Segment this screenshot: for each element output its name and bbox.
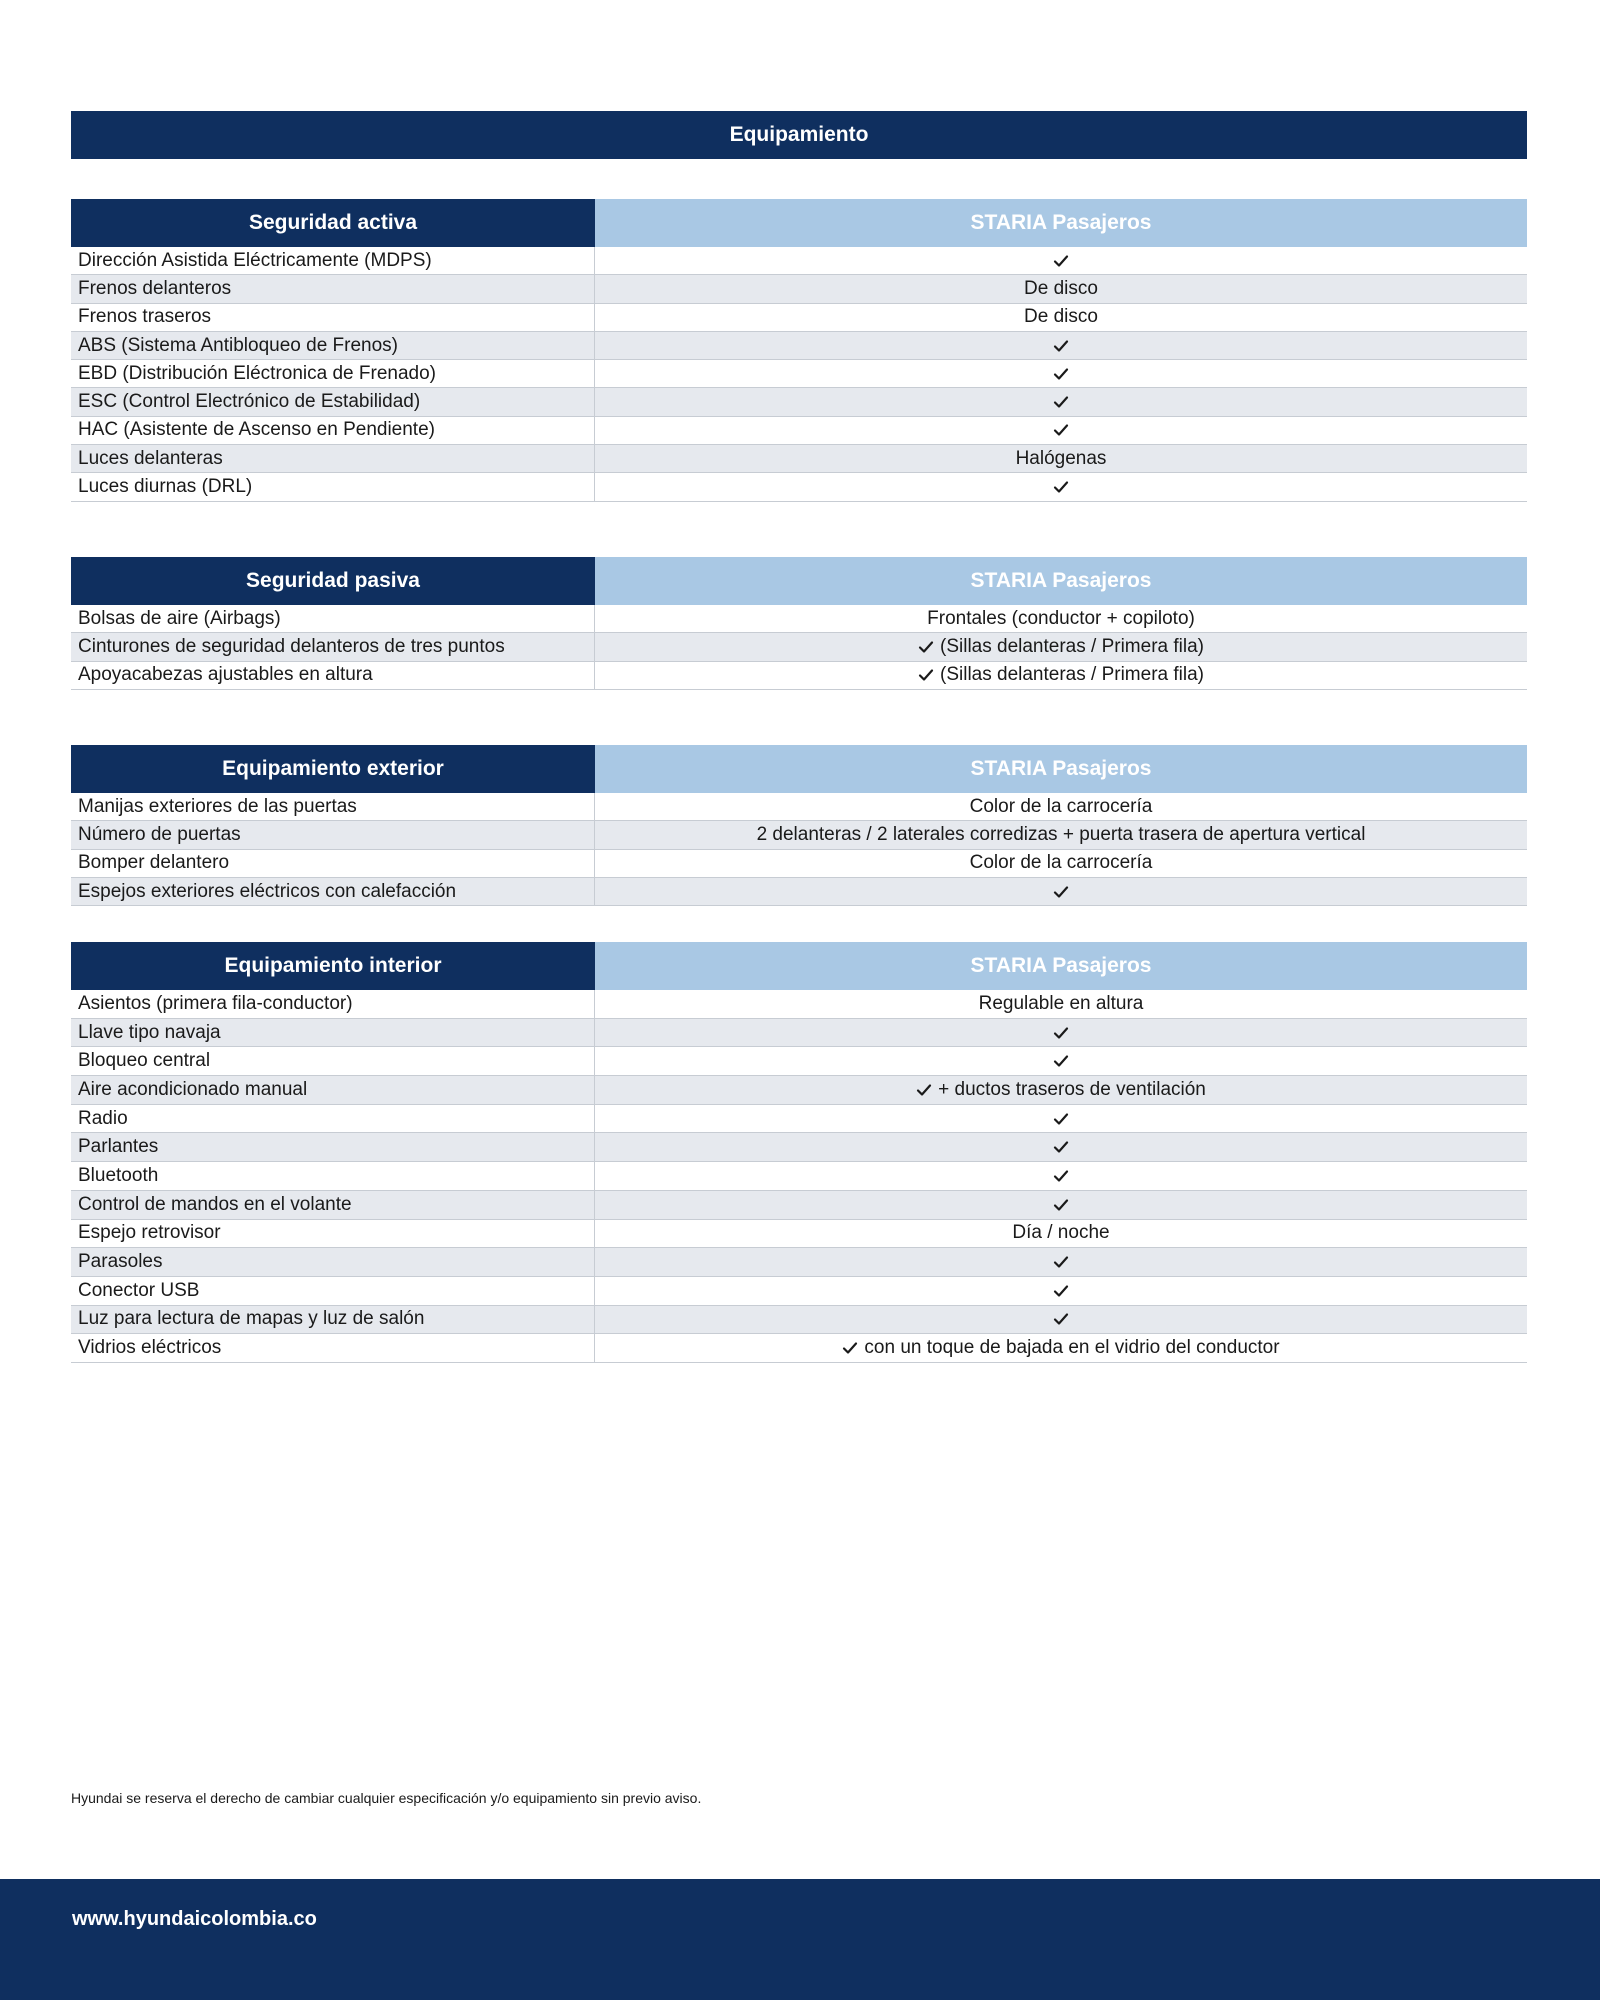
table-row xyxy=(71,1306,1527,1335)
checkmark-icon xyxy=(1053,395,1069,409)
table-header xyxy=(71,745,1527,793)
footer-bar xyxy=(0,1879,1600,2000)
checkmark-icon xyxy=(1053,1026,1069,1040)
table-row xyxy=(71,247,1527,275)
table-row xyxy=(71,605,1527,633)
row-value xyxy=(595,275,1527,302)
row-value xyxy=(595,473,1527,500)
table-row xyxy=(71,1133,1527,1162)
row-value xyxy=(595,388,1527,415)
table-row xyxy=(71,445,1527,473)
row-label: EBD (Distribución Eléctronica de Frenado) xyxy=(71,360,595,387)
table-row xyxy=(71,275,1527,303)
row-value-text: Día / noche xyxy=(1012,1222,1110,1244)
row-value-text: con un toque de bajada en el vidrio del conductor xyxy=(864,1337,1280,1359)
checkmark-icon xyxy=(1053,1054,1069,1068)
row-value xyxy=(595,633,1527,660)
checkmark-icon xyxy=(1053,885,1069,899)
row-label: HAC (Asistente de Ascenso en Pendiente) xyxy=(71,417,595,444)
row-value-text: Color de la carrocería xyxy=(969,795,1153,817)
row-label: Asientos (primera fila-conductor) xyxy=(71,990,595,1018)
table-body xyxy=(71,990,1527,1363)
row-value-text: Regulable en altura xyxy=(978,992,1144,1014)
table-row xyxy=(71,821,1527,849)
row-value-text: De disco xyxy=(1024,306,1098,328)
table-row xyxy=(71,1277,1527,1306)
row-value-text: Color de la carrocería xyxy=(969,852,1153,874)
table-row xyxy=(71,388,1527,416)
row-value xyxy=(595,1047,1527,1075)
row-label: Dirección Asistida Eléctricamente (MDPS) xyxy=(71,247,595,274)
table-row xyxy=(71,633,1527,661)
row-label: Cinturones de seguridad delanteros de tres puntos xyxy=(71,633,595,660)
checkmark-icon xyxy=(1053,1140,1069,1154)
row-label: Aire acondicionado manual xyxy=(71,1076,595,1104)
row-value-text: De disco xyxy=(1024,277,1098,299)
row-label: Luces delanteras xyxy=(71,445,595,472)
table-row xyxy=(71,1105,1527,1134)
row-value xyxy=(595,1162,1527,1190)
disclaimer: Hyundai se reserva el derecho de cambiar cualquier especificación y/o equipamiento sin previo aviso. xyxy=(71,1790,702,1806)
checkmark-icon xyxy=(1053,1284,1069,1298)
table-header xyxy=(71,557,1527,605)
row-value xyxy=(595,445,1527,472)
row-value xyxy=(595,417,1527,444)
row-value xyxy=(595,793,1527,820)
row-value xyxy=(595,605,1527,632)
row-value xyxy=(595,1334,1527,1362)
model-column-title: STARIA Pasajeros xyxy=(595,745,1527,793)
table-body xyxy=(71,793,1527,906)
model-column-title: STARIA Pasajeros xyxy=(595,942,1527,990)
model-column-title: STARIA Pasajeros xyxy=(595,199,1527,247)
spec-table-1 xyxy=(71,557,1527,690)
checkmark-icon xyxy=(1053,254,1069,268)
table-row xyxy=(71,850,1527,878)
row-label: Frenos traseros xyxy=(71,304,595,331)
table-row xyxy=(71,1076,1527,1105)
footer-url-link[interactable]: www.hyundaicolombia.co xyxy=(72,1908,317,1930)
row-label: Conector USB xyxy=(71,1277,595,1305)
table-row xyxy=(71,793,1527,821)
section-title: Seguridad activa xyxy=(71,199,595,247)
row-value xyxy=(595,1105,1527,1133)
checkmark-icon xyxy=(842,1341,858,1355)
row-value xyxy=(595,1220,1527,1248)
row-label: Llave tipo navaja xyxy=(71,1019,595,1047)
row-label: Manijas exteriores de las puertas xyxy=(71,793,595,820)
row-label: Vidrios eléctricos xyxy=(71,1334,595,1362)
checkmark-icon xyxy=(918,668,934,682)
row-value-text: (Sillas delanteras / Primera fila) xyxy=(940,664,1204,686)
checkmark-icon xyxy=(916,1083,932,1097)
row-value xyxy=(595,1248,1527,1276)
table-row xyxy=(71,1248,1527,1277)
checkmark-icon xyxy=(1053,423,1069,437)
model-column-title: STARIA Pasajeros xyxy=(595,557,1527,605)
row-label: Radio xyxy=(71,1105,595,1133)
table-row xyxy=(71,1191,1527,1220)
checkmark-icon xyxy=(1053,1255,1069,1269)
row-value xyxy=(595,304,1527,331)
row-label: Apoyacabezas ajustables en altura xyxy=(71,662,595,689)
row-value-text: Frontales (conductor + copiloto) xyxy=(927,607,1195,629)
row-value xyxy=(595,1076,1527,1104)
table-header xyxy=(71,942,1527,990)
table-row xyxy=(71,878,1527,906)
row-label: Parasoles xyxy=(71,1248,595,1276)
row-value xyxy=(595,247,1527,274)
row-label: Bomper delantero xyxy=(71,850,595,877)
row-value-text: 2 delanteras / 2 laterales corredizas + puerta trasera de apertura vertical xyxy=(756,823,1366,845)
table-row xyxy=(71,1162,1527,1191)
checkmark-icon xyxy=(1053,1169,1069,1183)
row-label: Bloqueo central xyxy=(71,1047,595,1075)
table-row xyxy=(71,417,1527,445)
row-value xyxy=(595,1133,1527,1161)
row-label: Bolsas de aire (Airbags) xyxy=(71,605,595,632)
spec-table-2 xyxy=(71,745,1527,906)
checkmark-icon xyxy=(1053,1312,1069,1326)
row-label: Espejo retrovisor xyxy=(71,1220,595,1248)
row-value xyxy=(595,1277,1527,1305)
table-row xyxy=(71,332,1527,360)
row-label: Parlantes xyxy=(71,1133,595,1161)
table-row xyxy=(71,473,1527,501)
section-title: Equipamiento interior xyxy=(71,942,595,990)
table-row xyxy=(71,1019,1527,1048)
row-label: ESC (Control Electrónico de Estabilidad) xyxy=(71,388,595,415)
table-row xyxy=(71,1220,1527,1249)
row-label: ABS (Sistema Antibloqueo de Frenos) xyxy=(71,332,595,359)
row-label: Espejos exteriores eléctricos con calefacción xyxy=(71,878,595,905)
section-title: Seguridad pasiva xyxy=(71,557,595,605)
table-row xyxy=(71,1334,1527,1363)
spec-table-0 xyxy=(71,199,1527,502)
checkmark-icon xyxy=(1053,480,1069,494)
row-value xyxy=(595,360,1527,387)
checkmark-icon xyxy=(1053,1112,1069,1126)
spec-table-3 xyxy=(71,942,1527,1363)
row-value xyxy=(595,1019,1527,1047)
table-row xyxy=(71,304,1527,332)
row-value xyxy=(595,1306,1527,1334)
checkmark-icon xyxy=(1053,339,1069,353)
table-body xyxy=(71,605,1527,690)
row-value-text: + ductos traseros de ventilación xyxy=(938,1078,1206,1100)
table-row xyxy=(71,360,1527,388)
row-value xyxy=(595,662,1527,689)
row-label: Luces diurnas (DRL) xyxy=(71,473,595,500)
row-value xyxy=(595,1191,1527,1219)
checkmark-icon xyxy=(1053,367,1069,381)
row-label: Control de mandos en el volante xyxy=(71,1191,595,1219)
table-body xyxy=(71,247,1527,502)
row-label: Luz para lectura de mapas y luz de salón xyxy=(71,1306,595,1334)
row-label: Frenos delanteros xyxy=(71,275,595,302)
table-row xyxy=(71,990,1527,1019)
section-title: Equipamiento exterior xyxy=(71,745,595,793)
row-label: Número de puertas xyxy=(71,821,595,848)
page-title: Equipamiento xyxy=(71,111,1527,159)
row-value-text: Halógenas xyxy=(1015,447,1107,469)
table-header xyxy=(71,199,1527,247)
row-value xyxy=(595,878,1527,905)
row-value xyxy=(595,332,1527,359)
table-row xyxy=(71,662,1527,690)
checkmark-icon xyxy=(1053,1198,1069,1212)
row-value xyxy=(595,990,1527,1018)
row-label: Bluetooth xyxy=(71,1162,595,1190)
row-value-text: (Sillas delanteras / Primera fila) xyxy=(940,635,1204,657)
row-value xyxy=(595,821,1527,848)
table-row xyxy=(71,1047,1527,1076)
checkmark-icon xyxy=(918,640,934,654)
row-value xyxy=(595,850,1527,877)
